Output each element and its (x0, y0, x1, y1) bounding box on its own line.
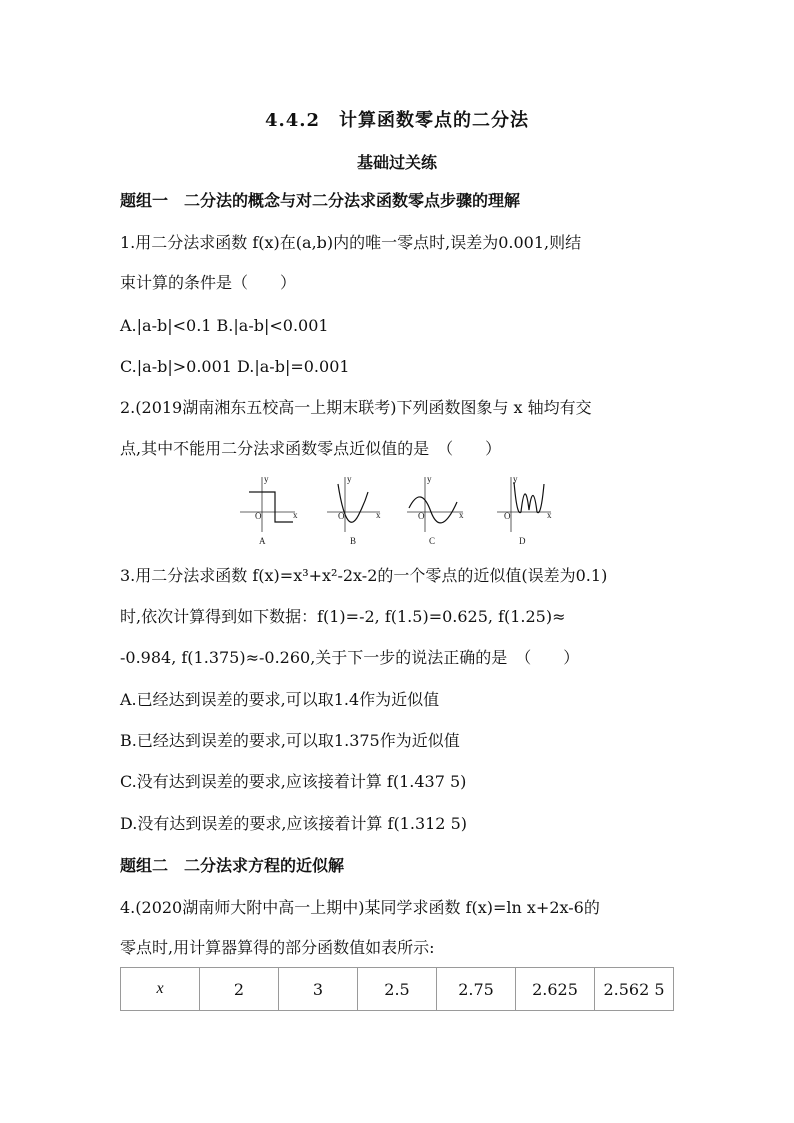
table-cell: 2.5 (358, 968, 437, 1011)
q1-options-cd: C.|a-b|>0.001 D.|a-b|=0.001 (120, 357, 350, 376)
graph-a (240, 474, 298, 546)
q3-option-b: B.已经达到误差的要求,可以取1.375作为近似值 (120, 731, 460, 750)
graph-d-origin-label: O (504, 511, 511, 521)
graph-d (497, 474, 552, 546)
graph-c-origin-label: O (418, 511, 425, 521)
graph-a-label: A (259, 536, 266, 546)
graph-d-x-axis-label: x (547, 510, 552, 520)
graph-c-label: C (429, 536, 436, 546)
graph-b-origin-label: O (338, 511, 345, 521)
q2-line1: 2.(2019湖南湘东五校高一上期末联考)下列函数图象与 x 轴均有交 (120, 398, 592, 417)
table-cell: 2.75 (437, 968, 516, 1011)
q1-options-ab: A.|a-b|<0.1 B.|a-b|<0.001 (120, 316, 329, 335)
function-value-table (120, 967, 674, 1011)
q4-line1: 4.(2020湖南师大附中高一上期中)某同学求函数 f(x)=ln x+2x-6的 (120, 898, 600, 917)
graph-c-x-axis-label: x (459, 510, 464, 520)
page-title: 4.4.2 计算函数零点的二分法 (264, 110, 530, 131)
q3-option-a: A.已经达到误差的要求,可以取1.4作为近似值 (120, 690, 440, 709)
graph-c (407, 474, 464, 546)
graph-d-label: D (519, 536, 526, 546)
table-row (121, 968, 674, 1011)
q3-line3: -0.984, f(1.375)≈-0.260,关于下一步的说法正确的是 （ ） (120, 648, 580, 667)
graph-b-x-axis-label: x (376, 510, 381, 520)
q3-line1: 3.用二分法求函数 f(x)=x³+x²-2x-2的一个零点的近似值(误差为0.1) (120, 566, 608, 585)
table-cell: 2.562 5 (595, 968, 674, 1011)
table-cell: 2 (200, 968, 279, 1011)
page-subtitle: 基础过关练 (356, 153, 437, 172)
graph-b (327, 474, 381, 546)
q1-line1: 1.用二分法求函数 f(x)在(a,b)内的唯一零点时,误差为0.001,则结 (120, 233, 582, 252)
q4-line2: 零点时,用计算器算得的部分函数值如表所示: (120, 938, 435, 957)
function-graphs (235, 472, 555, 550)
q3-option-d: D.没有达到误差的要求,应该接着计算 f(1.312 5) (120, 814, 467, 833)
q3-line2: 时,依次计算得到如下数据：f(1)=-2, f(1.5)=0.625, f(1.25)≈ (120, 607, 566, 626)
graph-c-y-axis-label: y (427, 474, 432, 484)
graph-a-origin-label: O (255, 511, 262, 521)
group2-heading: 题组二 二分法求方程的近似解 (120, 856, 345, 875)
q2-line2: 点,其中不能用二分法求函数零点近似值的是 （ ） (120, 439, 502, 458)
table-cell: 3 (279, 968, 358, 1011)
graph-a-y-axis-label: y (264, 474, 269, 484)
q3-option-c: C.没有达到误差的要求,应该接着计算 f(1.437 5) (120, 772, 467, 791)
graph-a-x-axis-label: x (293, 510, 298, 520)
q1-line2: 束计算的条件是（ ） (120, 273, 297, 292)
graph-b-label: B (350, 536, 357, 546)
graph-b-y-axis-label: y (347, 474, 352, 484)
group1-heading: 题组一 二分法的概念与对二分法求函数零点步骤的理解 (120, 191, 521, 210)
table-cell: 2.625 (516, 968, 595, 1011)
graph-d-y-axis-label: y (513, 474, 518, 484)
table-cell-x: x (121, 968, 200, 1011)
